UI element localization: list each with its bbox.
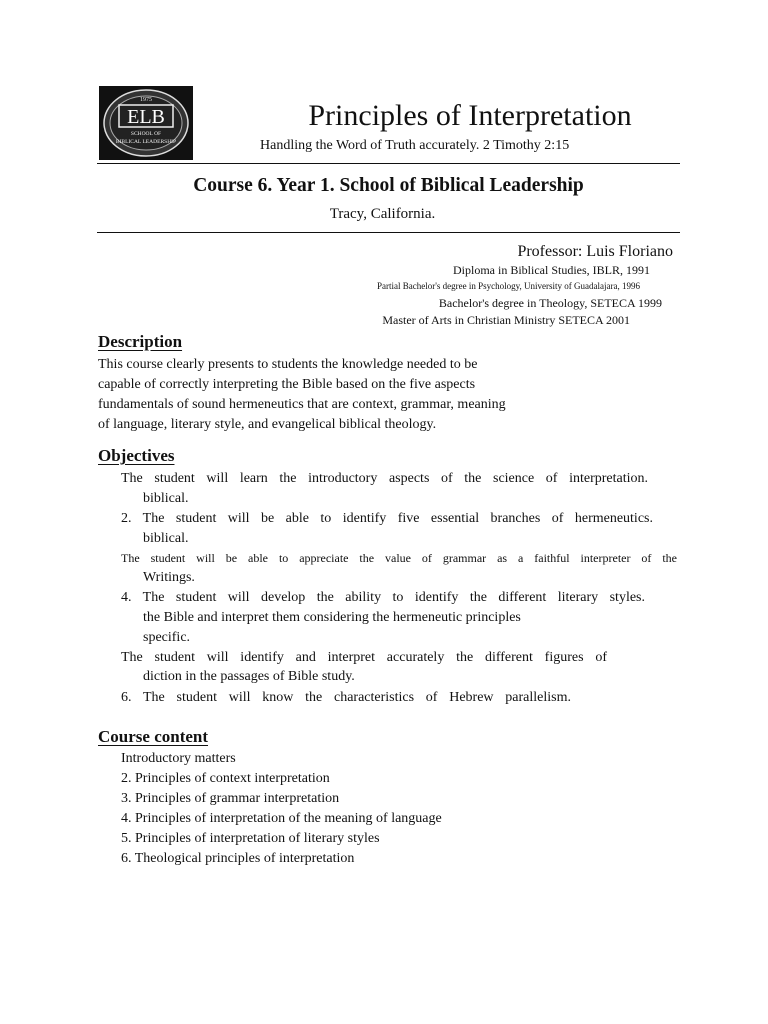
description-line: fundamentals of sound hermeneutics that are context, grammar, meaning: [98, 397, 506, 412]
credential-item: Diploma in Biblical Studies, IBLR, 1991: [453, 263, 650, 277]
objective-continuation: diction in the passages of Bible study.: [143, 669, 355, 684]
content-item: 5. Principles of interpretation of literary styles: [121, 831, 380, 846]
objective-line: The student will be able to appreciate the value of grammar as a faithful interpreter of the: [121, 551, 677, 565]
objective-continuation: specific.: [143, 630, 191, 645]
credential-item: Partial Bachelor's degree in Psychology, University of Guadalajara, 1996: [377, 281, 640, 291]
objective-continuation: biblical.: [143, 531, 189, 546]
content-item: Introductory matters: [121, 751, 236, 766]
elb-seal-icon: [99, 86, 193, 160]
logo-ring-line1: SCHOOL OF: [130, 131, 162, 137]
description-line: of language, literary style, and evangelical biblical theology.: [98, 417, 437, 432]
description-heading: Description: [98, 332, 183, 351]
header-divider: [97, 163, 680, 164]
content-item: 2. Principles of context interpretation: [121, 771, 330, 786]
course-title: Course 6. Year 1. School of Biblical Leadership: [193, 175, 584, 196]
content-item: 4. Principles of interpretation of the meaning of language: [121, 811, 442, 826]
credential-item: Master of Arts in Christian Ministry SETECA 2001: [382, 313, 630, 327]
objectives-heading: Objectives: [98, 446, 175, 465]
course-divider: [97, 232, 680, 233]
content-item: 6. Theological principles of interpretation: [121, 851, 355, 866]
logo-ring-line2: BIBLICAL LEADERSHIP: [115, 139, 177, 145]
course-content-heading: Course content: [98, 727, 209, 746]
description-line: capable of correctly interpreting the Bible based on the five aspects: [98, 377, 476, 392]
content-item: 3. Principles of grammar interpretation: [121, 791, 340, 806]
course-location: Tracy, California.: [329, 206, 436, 222]
objective-continuation: Writings.: [143, 570, 195, 585]
objective-line: 4. The student will develop the ability to identify the different literary styles.: [121, 590, 645, 605]
credential-item: Bachelor's degree in Theology, SETECA 1999: [438, 296, 662, 310]
objective-line: 2. The student will be able to identify five essential branches of hermeneutics.: [121, 511, 653, 526]
professor-name: Professor: Luis Floriano: [517, 243, 673, 260]
logo-monogram: ELB: [127, 106, 165, 128]
objective-continuation: the Bible and interpret them considering the hermeneutic principles: [143, 610, 521, 625]
page-title: Principles of Interpretation: [308, 99, 632, 132]
description-line: This course clearly presents to students the knowledge needed to be: [98, 357, 478, 372]
objective-line: The student will learn the introductory aspects of the science of interpretation.: [121, 471, 648, 486]
objective-line: 6. The student will know the characteristics of Hebrew parallelism.: [121, 690, 571, 705]
objective-line: The student will identify and interpret accurately the different figures of: [121, 650, 607, 665]
page-subtitle: Handling the Word of Truth accurately. 2 Timothy 2:15: [260, 138, 570, 153]
school-logo: [99, 86, 193, 160]
objective-continuation: biblical.: [143, 491, 189, 506]
logo-top-text: 1975: [140, 97, 152, 103]
